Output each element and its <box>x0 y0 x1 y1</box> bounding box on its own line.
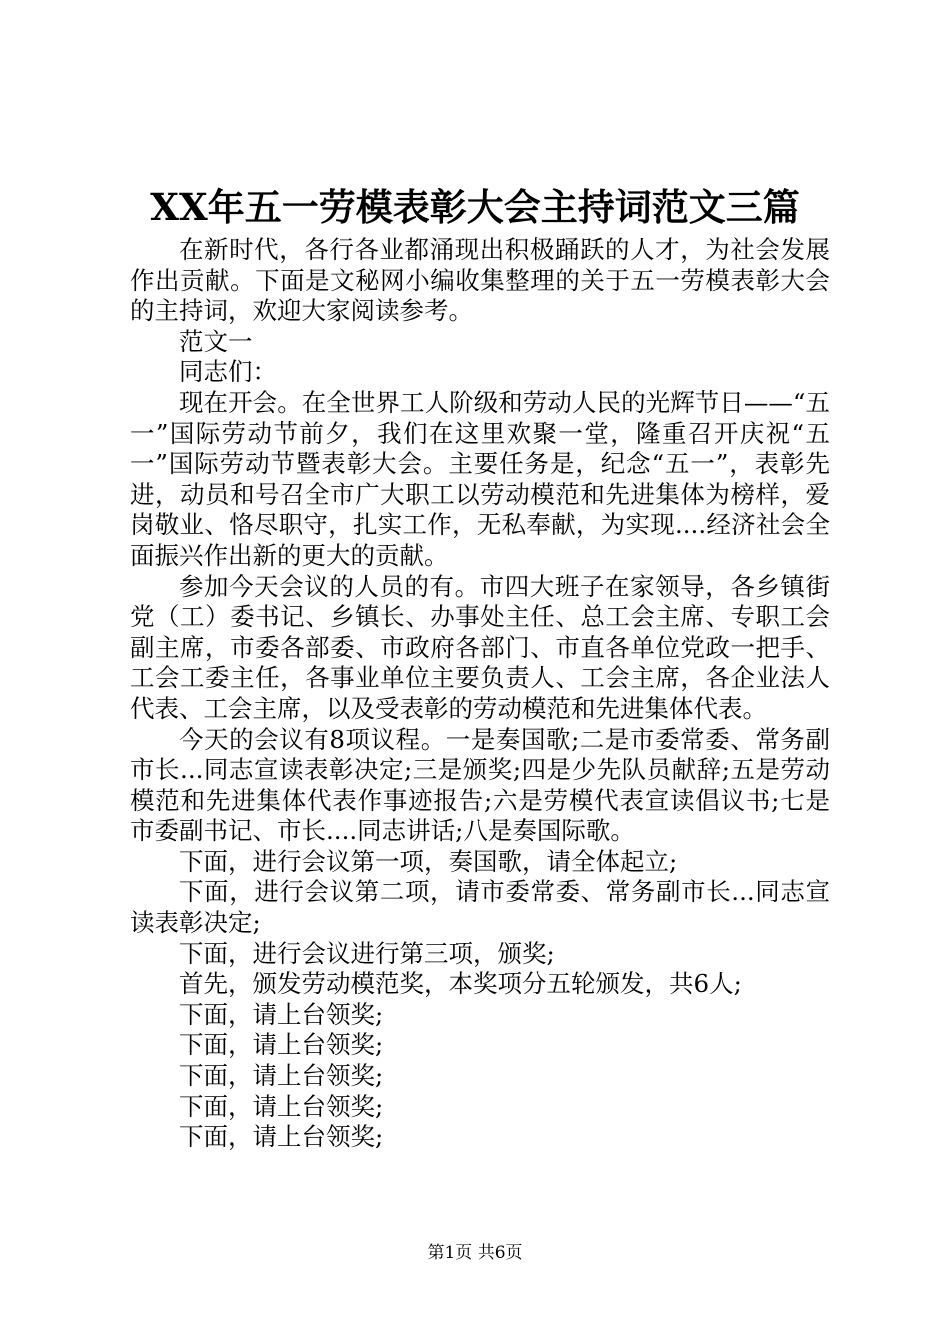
page-footer: 第1页 共6页 <box>427 1243 523 1263</box>
paragraph-award-call: 下面，请上台领奖; <box>179 999 384 1029</box>
paragraph-item-one: 下面，进行会议第一项，奏国歌，请全体起立; <box>179 846 678 876</box>
paragraph-attendees: 参加今天会议的人员的有。市四大班子在家领导，各乡镇街党（工）委书记、乡镇长、办事处主任、总工会主席、专职工会副主席，市委各部委、市政府各部门、市直各单位党政一把手、工会工委主任，各事业单位主要负责人、工会主席，各企业法人代表、工会主席，以及受表彰的劳动模范和先进集体代表。 <box>130 571 830 723</box>
paragraph-award-call: 下面，请上台领奖; <box>179 1030 384 1060</box>
document-body <box>130 235 830 1153</box>
paragraph-item-three: 下面，进行会议进行第三项，颁奖; <box>179 938 555 968</box>
paragraph-award-call: 下面，请上台领奖; <box>179 1061 384 1091</box>
paragraph-sample-heading: 范文一 <box>179 326 253 356</box>
paragraph-agenda: 今天的会议有8项议程。一是奏国歌;二是市委常委、常务副市长...同志宣读表彰决定;三是颁奖;四是少先队员献辞;五是劳动模范和先进集体代表作事迹报告;六是劳模代表宣读倡议书;七是市委副书记、市长....同志讲话;八是奏国际歌。 <box>130 724 830 846</box>
paragraph-award-call: 下面，请上台领奖; <box>179 1091 384 1121</box>
paragraph-award-call: 下面，请上台领奖; <box>179 1122 384 1152</box>
paragraph-salutation: 同志们： <box>179 357 277 387</box>
paragraph-opening: 现在开会。在全世界工人阶级和劳动人民的光辉节日——“五一”国际劳动节前夕，我们在这里欢聚一堂，隆重召开庆祝“五一”国际劳动节暨表彰大会。主要任务是，纪念“五一”，表彰先进，动员和号召全市广大职工以劳动模范和先进集体为榜样，爱岗敬业、恪尽职守，扎实工作，无私奉献，为实现....经济社会全面振兴作出新的更大的贡献。 <box>130 387 830 570</box>
paragraph-award-intro: 首先，颁发劳动模范奖，本奖项分五轮颁发，共6人; <box>179 969 742 999</box>
paragraph-item-two: 下面，进行会议第二项，请市委常委、常务副市长...同志宣读表彰决定; <box>130 877 830 938</box>
document-title: XX年五一劳模表彰大会主持词范文三篇 <box>150 185 800 229</box>
paragraph-intro: 在新时代，各行各业都涌现出积极踊跃的人才，为社会发展作出贡献。下面是文秘网小编收集整理的关于五一劳模表彰大会的主持词，欢迎大家阅读参考。 <box>130 235 830 326</box>
